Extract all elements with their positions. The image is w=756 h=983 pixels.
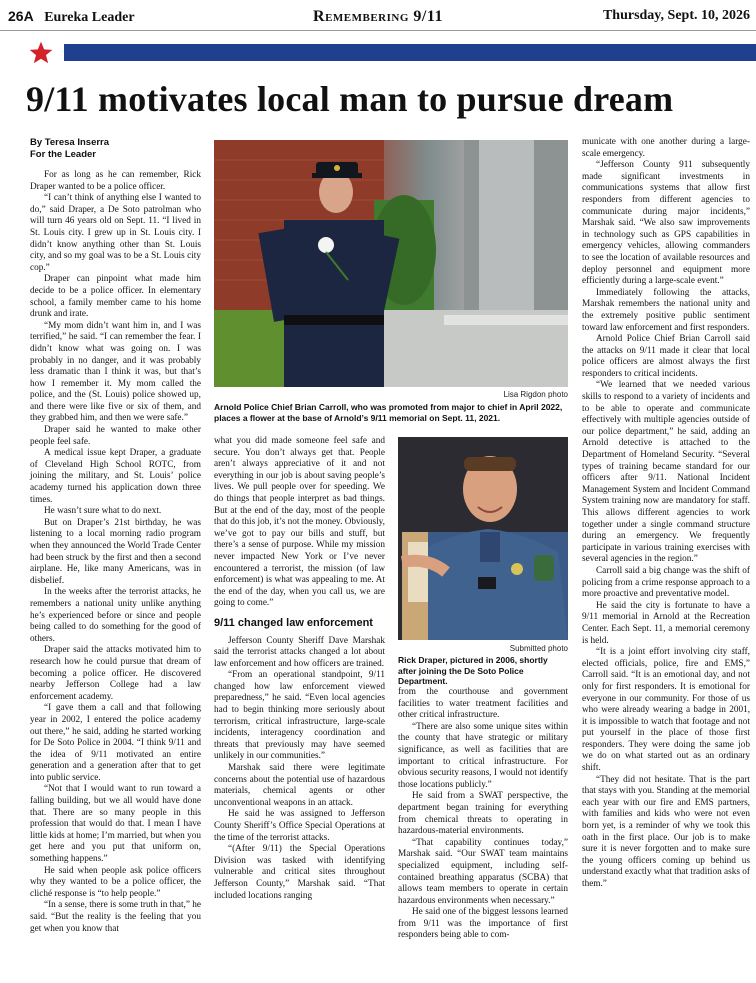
paragraph: “Not that I would want to run toward a falling building, but we all would have done that. There are so many people in this profession that would do that. I mean I have little kids at home; I’m married, but when you get here and you put that uniform on, something happens.” bbox=[30, 784, 201, 865]
paragraph: Arnold Police Chief Brian Carroll said the attacks on 9/11 made it clear that local police officers are almost always the first responders to critical incidents. bbox=[582, 334, 750, 379]
paragraph: Draper can pinpoint what made him decide to be a police officer. In elementary school, a family member came to his home drunk and irate. bbox=[30, 274, 201, 320]
paragraph: what you did made someone feel safe and secure. You don’t always get that. People aren’t always appreciative of it and not everything in our job is about saving people’s lives. We pull people over for speeding. We do things that people interpret as bad things. But at the end of the day, most of the people that do this job, it’s not the money. Obviously, we’ve got to pay our bills and stuff, but there’s a sense of purpose. While my mission never impacted New York or I’ve never encountered a terrorist, the mission (of law enforcement) is what was appealing to me. At the end of the day, when you call us, we are going to come.” bbox=[214, 436, 385, 609]
article-column-4 bbox=[582, 137, 750, 891]
paragraph: “It is a joint effort involving city staff, elected officials, police, fire and EMS,” Carroll said. “It is an emotional day, and not only for first responders. It is emotional for everyone in our community. For those of us who were already wearing a badge in 2001, it is impossible to watch that footage and not put yourself in the place of those first responders. They were doing the same job we do on what started out as an ordinary shift. bbox=[582, 647, 750, 774]
photo2-credit: Submitted photo bbox=[509, 644, 568, 653]
paragraph: “We learned that we needed various skills to respond to a variety of incidents and to be able to operate and communicate effectively with multiple agencies outside of our police department,” he said, adding an Arnold detective is attached to the Department of Homeland Security. “Several types of training became standard for our officers after 9/11. National Incident Management System and Incident Command System training now are mandatory for staff. This allows different agencies to work together under a single command structure during an emergency. We frequently participate in various training exercises with several agencies in the region.” bbox=[582, 380, 750, 565]
byline-affiliation: For the Leader bbox=[30, 149, 96, 160]
paragraph: A medical issue kept Draper, a graduate of Cleveland High School ROTC, from joining the military, and St. Louis’ police academy turned his application down three times. bbox=[30, 448, 201, 505]
subhead: 9/11 changed law enforcement bbox=[214, 616, 373, 629]
paragraph: Carroll said a big change was the shift of policing from a crime response approach to a more proactive and preventative model. bbox=[582, 565, 750, 600]
photo1-caption: Arnold Police Chief Brian Carroll, who was promoted from major to chief in April 2022, places a flower at the base of Arnold’s 9/11 memorial on Sept. 11, 2021. bbox=[214, 402, 563, 423]
paragraph: from the courthouse and government facilities to water treatment facilities and other critical infrastructure. bbox=[398, 687, 568, 721]
section-bar bbox=[64, 44, 756, 61]
article-column-3 bbox=[398, 687, 568, 942]
paragraph: “(After 9/11) the Special Operations Division was tasked with identifying vulnerable and critical sites throughout Jefferson County,” Marshak said. “That included locations ranging bbox=[214, 844, 385, 901]
paragraph: “Jefferson County 911 subsequently made significant investments in communications systems that allow first responders from different agencies to communicate during major incidents,” Marshak said. “We also saw improvements in technology such as GPS capabilities in emergency vehicles, allowing commanders to see the location of available resources and deploy personnel and equipment more efficiently during a large-scale event.” bbox=[582, 160, 750, 287]
paragraph: Jefferson County Sheriff Dave Marshak said the terrorist attacks changed a lot about law enforcement and how officers are trained. bbox=[214, 635, 385, 669]
byline bbox=[30, 137, 201, 161]
paragraph: “I gave them a call and that following year in 2002, I entered the police academy out there,” he said, adding he started working for De Soto Police in 2004. “I think 9/11 and the idea of 9/11 motivated an entire generation and a generation after that to get into public service. bbox=[30, 703, 201, 783]
article-column-2 bbox=[214, 436, 385, 902]
paragraph: He said from a SWAT perspective, the department began training for everything from chemical threats to operating in hazardous-material environments. bbox=[398, 791, 568, 837]
paragraph: Draper said he wanted to make other people feel safe. bbox=[30, 425, 201, 447]
photo-chief-carroll bbox=[214, 140, 568, 387]
page-number: 26A bbox=[8, 8, 34, 24]
paragraph: But on Draper’s 21st birthday, he was listening to a local morning radio program when they announced the World Trade Center had been struck by the first and then a second airplane. He, like many Americans, was in disbelief. bbox=[30, 517, 201, 586]
headline: 9/11 motivates local man to pursue dream bbox=[26, 79, 674, 119]
section-title: Remembering 9/11 bbox=[313, 8, 443, 25]
photo1-credit: Lisa Rigdon photo bbox=[503, 390, 568, 399]
paragraph: He said the city is fortunate to have a 9/11 memorial in Arnold at the Recreation Center. Each Sept. 11, a memorial ceremony is held. bbox=[582, 600, 750, 646]
star-icon bbox=[28, 40, 54, 66]
paragraph: He said one of the biggest lessons learned from 9/11 was the importance of first responders being able to com- bbox=[398, 907, 568, 941]
col2b-body bbox=[214, 636, 385, 903]
paragraph: “I can’t think of anything else I wanted to do,” said Draper, a De Soto patrolman who will turn 46 years old on Sept. 11. “I lived in St. Louis city. I grew up in St. Louis city. I didn’t know anything other than St. Louis city, and so my goal was to be a St. Louis city cop.” bbox=[30, 193, 201, 273]
photo-rick-draper bbox=[398, 437, 568, 640]
officer-portrait-illustration bbox=[398, 437, 568, 640]
paper-name: Eureka Leader bbox=[44, 10, 135, 25]
header-rule bbox=[0, 30, 756, 31]
col2-body bbox=[214, 436, 385, 610]
paragraph: “My mom didn’t want him in, and I was terrified,” he said. “I can remember the fear. I didn’t know what was going on. I was probably in no danger, and it was probably less dramatic than I think it was, but that’s how I remember it. My mom called the police, and the (St. Louis) police showed up, and there were like five or six of them, and they grabbed him, and then we were safe.” bbox=[30, 320, 201, 424]
paragraph: “They did not hesitate. That is the part that stays with you. Standing at the memorial each year with our fire and EMS partners, with families and kids who were not even born yet, is a reminder of why we took this oath in the first place. Our job is to make sure it is never forgotten and to make sure the young officers coming up behind us understand exactly what that tradition asks of them.” bbox=[582, 774, 750, 889]
paragraph: In the weeks after the terrorist attacks, he remembers a national unity unlike anything he’s experienced before or since and people being called to do something for the good of others. bbox=[30, 587, 201, 644]
paragraph: He said he was assigned to Jefferson County Sheriff’s Office Special Operations at the time of the terrorist attacks. bbox=[214, 809, 385, 843]
paragraph: He said when people ask police officers why they wanted to be a police officer, the cliché response is “to help people.” bbox=[30, 865, 201, 899]
paragraph: “From an operational standpoint, 9/11 changed how law enforcement viewed preparedness,” he said. “Even local agencies had to begin thinking more seriously about terrorism, critical infrastructure, large-scale incidents, interagency coordination and threats that previously may have seemed unlikely in our communities.” bbox=[214, 670, 385, 762]
article-column-1 bbox=[30, 137, 201, 935]
paragraph: Marshak said there were legitimate concerns about the potential use of hazardous materials, chemical agents or other unconventional weapons in an attack. bbox=[214, 763, 385, 808]
paragraph: “In a sense, there is some truth in that,” he said. “But the reality is the feeling that you get when you know that bbox=[30, 900, 201, 934]
paragraph: Immediately following the attacks, Marshak remembers the national unity and the extremely positive public sentiment toward law enforcement and first responders. bbox=[582, 287, 750, 333]
issue-date: Thursday, Sept. 10, 2026 bbox=[602, 8, 750, 23]
paragraph: “That capability continues today,” Marshak said. “Our SWAT team maintains specialized equipment, including self-contained breathing apparatus (SCBA) that allows team members to operate in certain hazardous environments when necessary.” bbox=[398, 837, 568, 906]
paragraph: Draper said the attacks motivated him to research how he could pursue that dream of becoming a police officer. He discovered nearby Jefferson College had a law enforcement academy. bbox=[30, 645, 201, 702]
paragraph: For as long as he can remember, Rick Draper wanted to be a police officer. bbox=[30, 170, 201, 192]
paragraph: He wasn’t sure what to do next. bbox=[44, 506, 162, 517]
col1-body bbox=[30, 170, 201, 935]
byline-author: By Teresa Inserra bbox=[30, 137, 110, 148]
paragraph: municate with one another during a large-scale emergency. bbox=[582, 137, 750, 159]
paragraph: “There are also some unique sites within the county that have strategic or military significance, as well as facilities that are important to critical infrastructure. For obvious security reasons, I would not identify those locations publicly.” bbox=[398, 721, 568, 790]
photo2-caption: Rick Draper, pictured in 2006, shortly after joining the De Soto Police Department. bbox=[398, 655, 548, 686]
officer-memorial-illustration bbox=[214, 140, 568, 387]
